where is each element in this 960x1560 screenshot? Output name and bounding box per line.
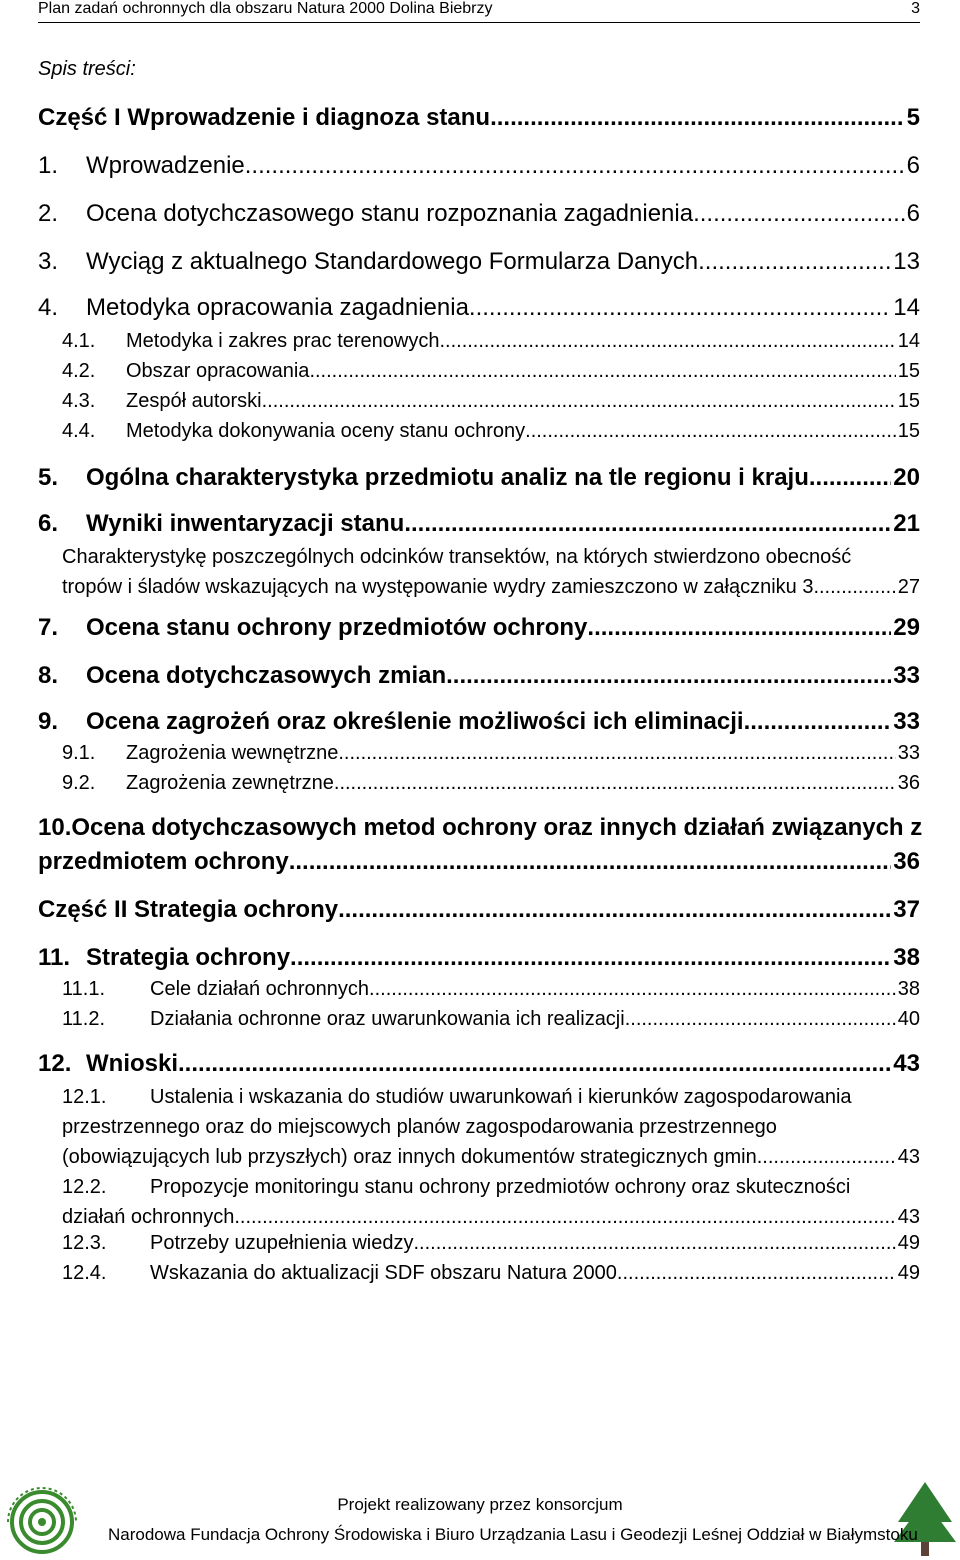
toc-entry-part-1[interactable] [38, 104, 920, 132]
toc-entry-8[interactable] [38, 662, 920, 690]
toc-entry-text: Ocena dotychczasowych zmian [86, 662, 447, 689]
toc-entry-3[interactable] [38, 248, 920, 276]
toc-entry-text: Zespół autorski [126, 390, 262, 412]
toc-entry-text: Metodyka i zakres prac terenowych [126, 330, 440, 352]
toc-entry-4[interactable] [38, 294, 920, 322]
toc-entry-text: Metodyka opracowania zagadnienia [86, 294, 469, 321]
toc-entry-number: 6. [38, 510, 59, 537]
toc-entry-text: (obowiązujących lub przyszłych) oraz innych dokumentów strategicznych gmin [62, 1146, 757, 1168]
toc-entry-page: 49 [897, 1232, 920, 1254]
toc-entry-number: 4.2. [62, 360, 96, 382]
toc-entry-number: 12.3. [62, 1232, 107, 1254]
toc-entry-number: 5. [38, 464, 59, 491]
toc-entry-1[interactable] [38, 152, 920, 180]
toc-entry-12-4[interactable] [38, 1262, 920, 1285]
toc-entry-text: Ocena dotychczasowych metod ochrony oraz innych działań związanych z [71, 814, 923, 841]
toc-entry-number: 12.4. [62, 1262, 107, 1284]
footer-line-1: Projekt realizowany przez konsorcjum [337, 1495, 623, 1514]
toc-entry-page: 33 [893, 708, 920, 735]
toc-entry-5[interactable] [38, 464, 920, 492]
toc-entry-9-2[interactable] [38, 772, 920, 795]
toc-entry-number: 11.1. [62, 978, 105, 1000]
toc-entry-number: 10. [38, 814, 72, 841]
toc-entry-number: 9.1. [62, 742, 96, 764]
toc-entry-text: Wyniki inwentaryzacji stanu [86, 510, 405, 537]
toc-entry-text: Ocena zagrożeń oraz określenie możliwości ich eliminacji [86, 708, 744, 735]
toc-entry-text: Ogólna charakterystyka przedmiotu analiz na tle regionu i kraju [86, 464, 809, 491]
toc-entry-page: 38 [897, 978, 920, 1000]
toc-entry-page: 36 [897, 772, 920, 794]
toc-entry-text: działań ochronnych [62, 1206, 235, 1228]
toc-entry-number: 1. [38, 152, 59, 179]
toc-entry-page: 49 [897, 1262, 920, 1284]
toc-entry-page: 43 [897, 1206, 920, 1228]
toc-entry-page: 40 [897, 1008, 920, 1030]
toc-entry-page: 13 [893, 248, 920, 275]
toc-entry-page: 21 [893, 510, 920, 537]
toc-entry-number: 11. [38, 944, 71, 971]
toc-entry-annex-note[interactable] [38, 542, 920, 602]
toc-entry-4-4[interactable] [38, 420, 920, 443]
toc-entry-text: Charakterystykę poszczególnych odcinków transektów, na których stwierdzono obecność [62, 546, 852, 568]
toc-entry-text: Działania ochronne oraz uwarunkowania ich realizacji [150, 1008, 625, 1030]
toc-entry-text: Ustalenia i wskazania do studiów uwarunkowań i kierunków zagospodarowania [150, 1086, 852, 1108]
toc-entry-9-1[interactable] [38, 742, 920, 765]
toc-entry-text: przestrzennego oraz do miejscowych planów zagospodarowania przestrzennego [62, 1116, 777, 1138]
toc-entry-text: tropów i śladów wskazujących na występowanie wydry zamieszczono w załączniku 3 [62, 576, 814, 598]
toc-entry-page: 14 [893, 294, 920, 321]
toc-entry-number: 12. [38, 1050, 72, 1077]
toc-entry-text: Obszar opracowania [126, 360, 310, 382]
toc-entry-page: 15 [897, 420, 920, 442]
toc-entry-text: Wprowadzenie [86, 152, 245, 179]
toc-entry-text: Strategia ochrony [86, 944, 291, 971]
toc-entry-12-1[interactable] [38, 1082, 920, 1172]
bulgl-logo [890, 1470, 960, 1560]
toc-entry-4-2[interactable] [38, 360, 920, 383]
page-header [38, 0, 920, 23]
toc-entry-page: 33 [897, 742, 920, 764]
footer-line-2: Narodowa Fundacja Ochrony Środowiska i Biuro Urządzania Lasu i Geodezji Leśnej Oddział w Białymstoku [108, 1525, 918, 1544]
header-page-number: 3 [911, 0, 920, 17]
toc-entry-10[interactable] [38, 814, 923, 876]
toc-entry-7[interactable] [38, 614, 920, 642]
toc-entry-text: Część II Strategia ochrony [38, 896, 339, 923]
toc-entry-number: 7. [38, 614, 59, 641]
toc-entry-page: 5 [906, 104, 920, 131]
toc-entry-11-2[interactable] [38, 1008, 920, 1031]
nfos-logo [0, 1470, 84, 1560]
toc-entry-number: 4. [38, 294, 59, 321]
toc-entry-text: Wyciąg z aktualnego Standardowego Formularza Danych [86, 248, 699, 275]
toc-entry-page: 6 [906, 152, 920, 179]
toc-entry-12[interactable] [38, 1050, 920, 1078]
toc-entry-number: 11.2. [62, 1008, 105, 1030]
toc-entry-page: 20 [893, 464, 920, 491]
toc-entry-number: 9.2. [62, 772, 96, 794]
toc-entry-page: 33 [893, 662, 920, 689]
toc-entry-12-3[interactable] [38, 1232, 920, 1255]
toc-entry-text: Propozycje monitoringu stanu ochrony przedmiotów ochrony oraz skuteczności [150, 1176, 851, 1198]
toc-entry-text: Zagrożenia zewnętrzne [126, 772, 334, 794]
toc-entry-text: Część I Wprowadzenie i diagnoza stanu [38, 104, 491, 131]
toc-entry-number: 8. [38, 662, 59, 689]
toc-heading: Spis treści: [38, 58, 136, 80]
toc-entry-page: 29 [893, 614, 920, 641]
toc-entry-text: Metodyka dokonywania oceny stanu ochrony [126, 420, 526, 442]
header-title: Plan zadań ochronnych dla obszaru Natura 2000 Dolina Biebrzy [38, 0, 493, 17]
toc-entry-text: Ocena dotychczasowego stanu rozpoznania zagadnienia [86, 200, 694, 227]
toc-entry-text: Ocena stanu ochrony przedmiotów ochrony [86, 614, 588, 641]
toc-entry-number: 12.2. [62, 1176, 107, 1198]
toc-entry-11[interactable] [38, 944, 920, 972]
toc-entry-text: Potrzeby uzupełnienia wiedzy [150, 1232, 414, 1254]
toc-entry-page: 37 [893, 896, 920, 923]
toc-entry-page: 14 [897, 330, 920, 352]
toc-entry-text: Cele działań ochronnych [150, 978, 370, 1000]
toc-entry-number: 4.4. [62, 420, 96, 442]
toc-entry-page: 36 [893, 848, 920, 875]
toc-entry-part-2[interactable] [38, 896, 920, 924]
toc-entry-page: 15 [897, 390, 920, 412]
toc-entry-page: 27 [897, 576, 920, 598]
toc-entry-4-1[interactable] [38, 330, 920, 353]
toc-entry-page: 43 [893, 1050, 920, 1077]
toc-entry-text: Wnioski [86, 1050, 179, 1077]
toc-entry-page: 15 [897, 360, 920, 382]
toc-entry-text: Zagrożenia wewnętrzne [126, 742, 339, 764]
toc-entry-number: 9. [38, 708, 59, 735]
toc-entry-page: 6 [906, 200, 920, 227]
toc-entry-number: 12.1. [62, 1086, 107, 1108]
toc-entry-9[interactable] [38, 708, 920, 736]
toc-entry-2[interactable] [38, 200, 920, 228]
toc-entry-11-1[interactable] [38, 978, 920, 1001]
toc-entry-number: 4.1. [62, 330, 96, 352]
toc-entry-text: przedmiotem ochrony [38, 848, 289, 875]
toc-entry-number: 2. [38, 200, 59, 227]
toc-entry-4-3[interactable] [38, 390, 920, 413]
toc-entry-text: Wskazania do aktualizacji SDF obszaru Natura 2000 [150, 1262, 617, 1284]
toc-entry-number: 4.3. [62, 390, 96, 412]
toc-entry-number: 3. [38, 248, 59, 275]
toc-entry-page: 38 [893, 944, 920, 971]
toc-entry-12-2[interactable] [38, 1172, 920, 1232]
toc-entry-page: 43 [897, 1146, 920, 1168]
toc-entry-6[interactable] [38, 510, 920, 538]
